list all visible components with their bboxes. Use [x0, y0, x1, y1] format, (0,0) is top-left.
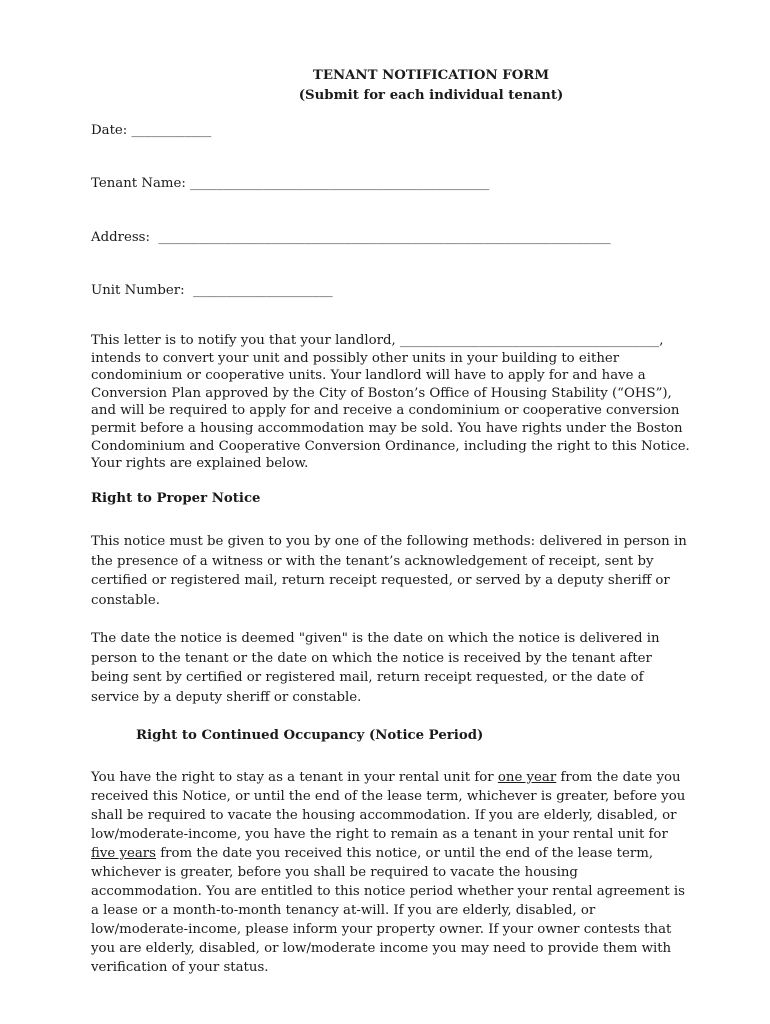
notice-paragraph-1: This notice must be given to you by one of the following methods: delivered in person in the presence of a witness or with the tenant’s acknowledgement of receipt, sent by certified or registered mail, return receipt requested, or served by a deputy sheriff or constable.: [91, 534, 687, 608]
occupancy-paragraph: [91, 768, 691, 977]
intro-paragraph: This letter is to notify you that your landlord, _______________________________________, intends to convert your unit and possibly other units in your building to either condominium or cooperative units. Your landlord will have to apply for and have a Conversion Plan approved by the City of Boston’s Office of Housing Stability (“OHS”), and will be required to apply for and receive a condominium or cooperative conversion permit before a housing accommodation may be sold. You have rights under the Boston Condominium and Cooperative Conversion Ordinance, including the right to this Notice. Your rights are explained below.: [91, 333, 690, 472]
occupancy-text-a: You have the right to stay as a tenant in your rental unit for: [91, 770, 498, 785]
notice-heading: Right to Proper Notice: [91, 491, 261, 506]
one-year-term: one year: [497, 770, 557, 785]
unit-number-field: Unit Number: _____________________: [91, 283, 333, 298]
form-title: TENANT NOTIFICATION FORM: [312, 68, 550, 83]
occupancy-text-e: from the date you received this notice, or until the end of the lease term, whichever is greater, before you shall be required to vacate the housing accommodation. You are entitled to this notice period whether your rental agreement is a lease or a month-to-month tenancy at-will. If you are elderly, disabled, or low/moderate-income, please inform your property owner. If your owner contests that you are elderly, disabled, or low/moderate income you may need to provide them with verification of your status.: [91, 846, 685, 975]
date-field: Date: ____________: [91, 123, 212, 138]
form-subtitle: (Submit for each individual tenant): [298, 88, 564, 103]
five-years-term: five years: [91, 846, 156, 861]
occupancy-text-c: from the date you received this Notice, or until the end of the lease term, whichever is greater, before you shall be required to vacate the housing accommodation. If you are elderly, disabled, or low/moderate-income, you have the right to remain as a tenant in your rental unit for: [91, 770, 686, 842]
address-field: Address: ____________________________________________________________________: [91, 230, 611, 245]
notice-paragraph-2: The date the notice is deemed "given" is the date on which the notice is delivered in person to the tenant or the date on which the notice is received by the tenant after being sent by certified or registered mail, return receipt requested, or the date of service by a deputy sheriff or constable.: [91, 631, 660, 705]
occupancy-heading: Right to Continued Occupancy (Notice Period): [136, 728, 484, 743]
tenant-name-field: Tenant Name: _____________________________________________: [91, 176, 490, 191]
